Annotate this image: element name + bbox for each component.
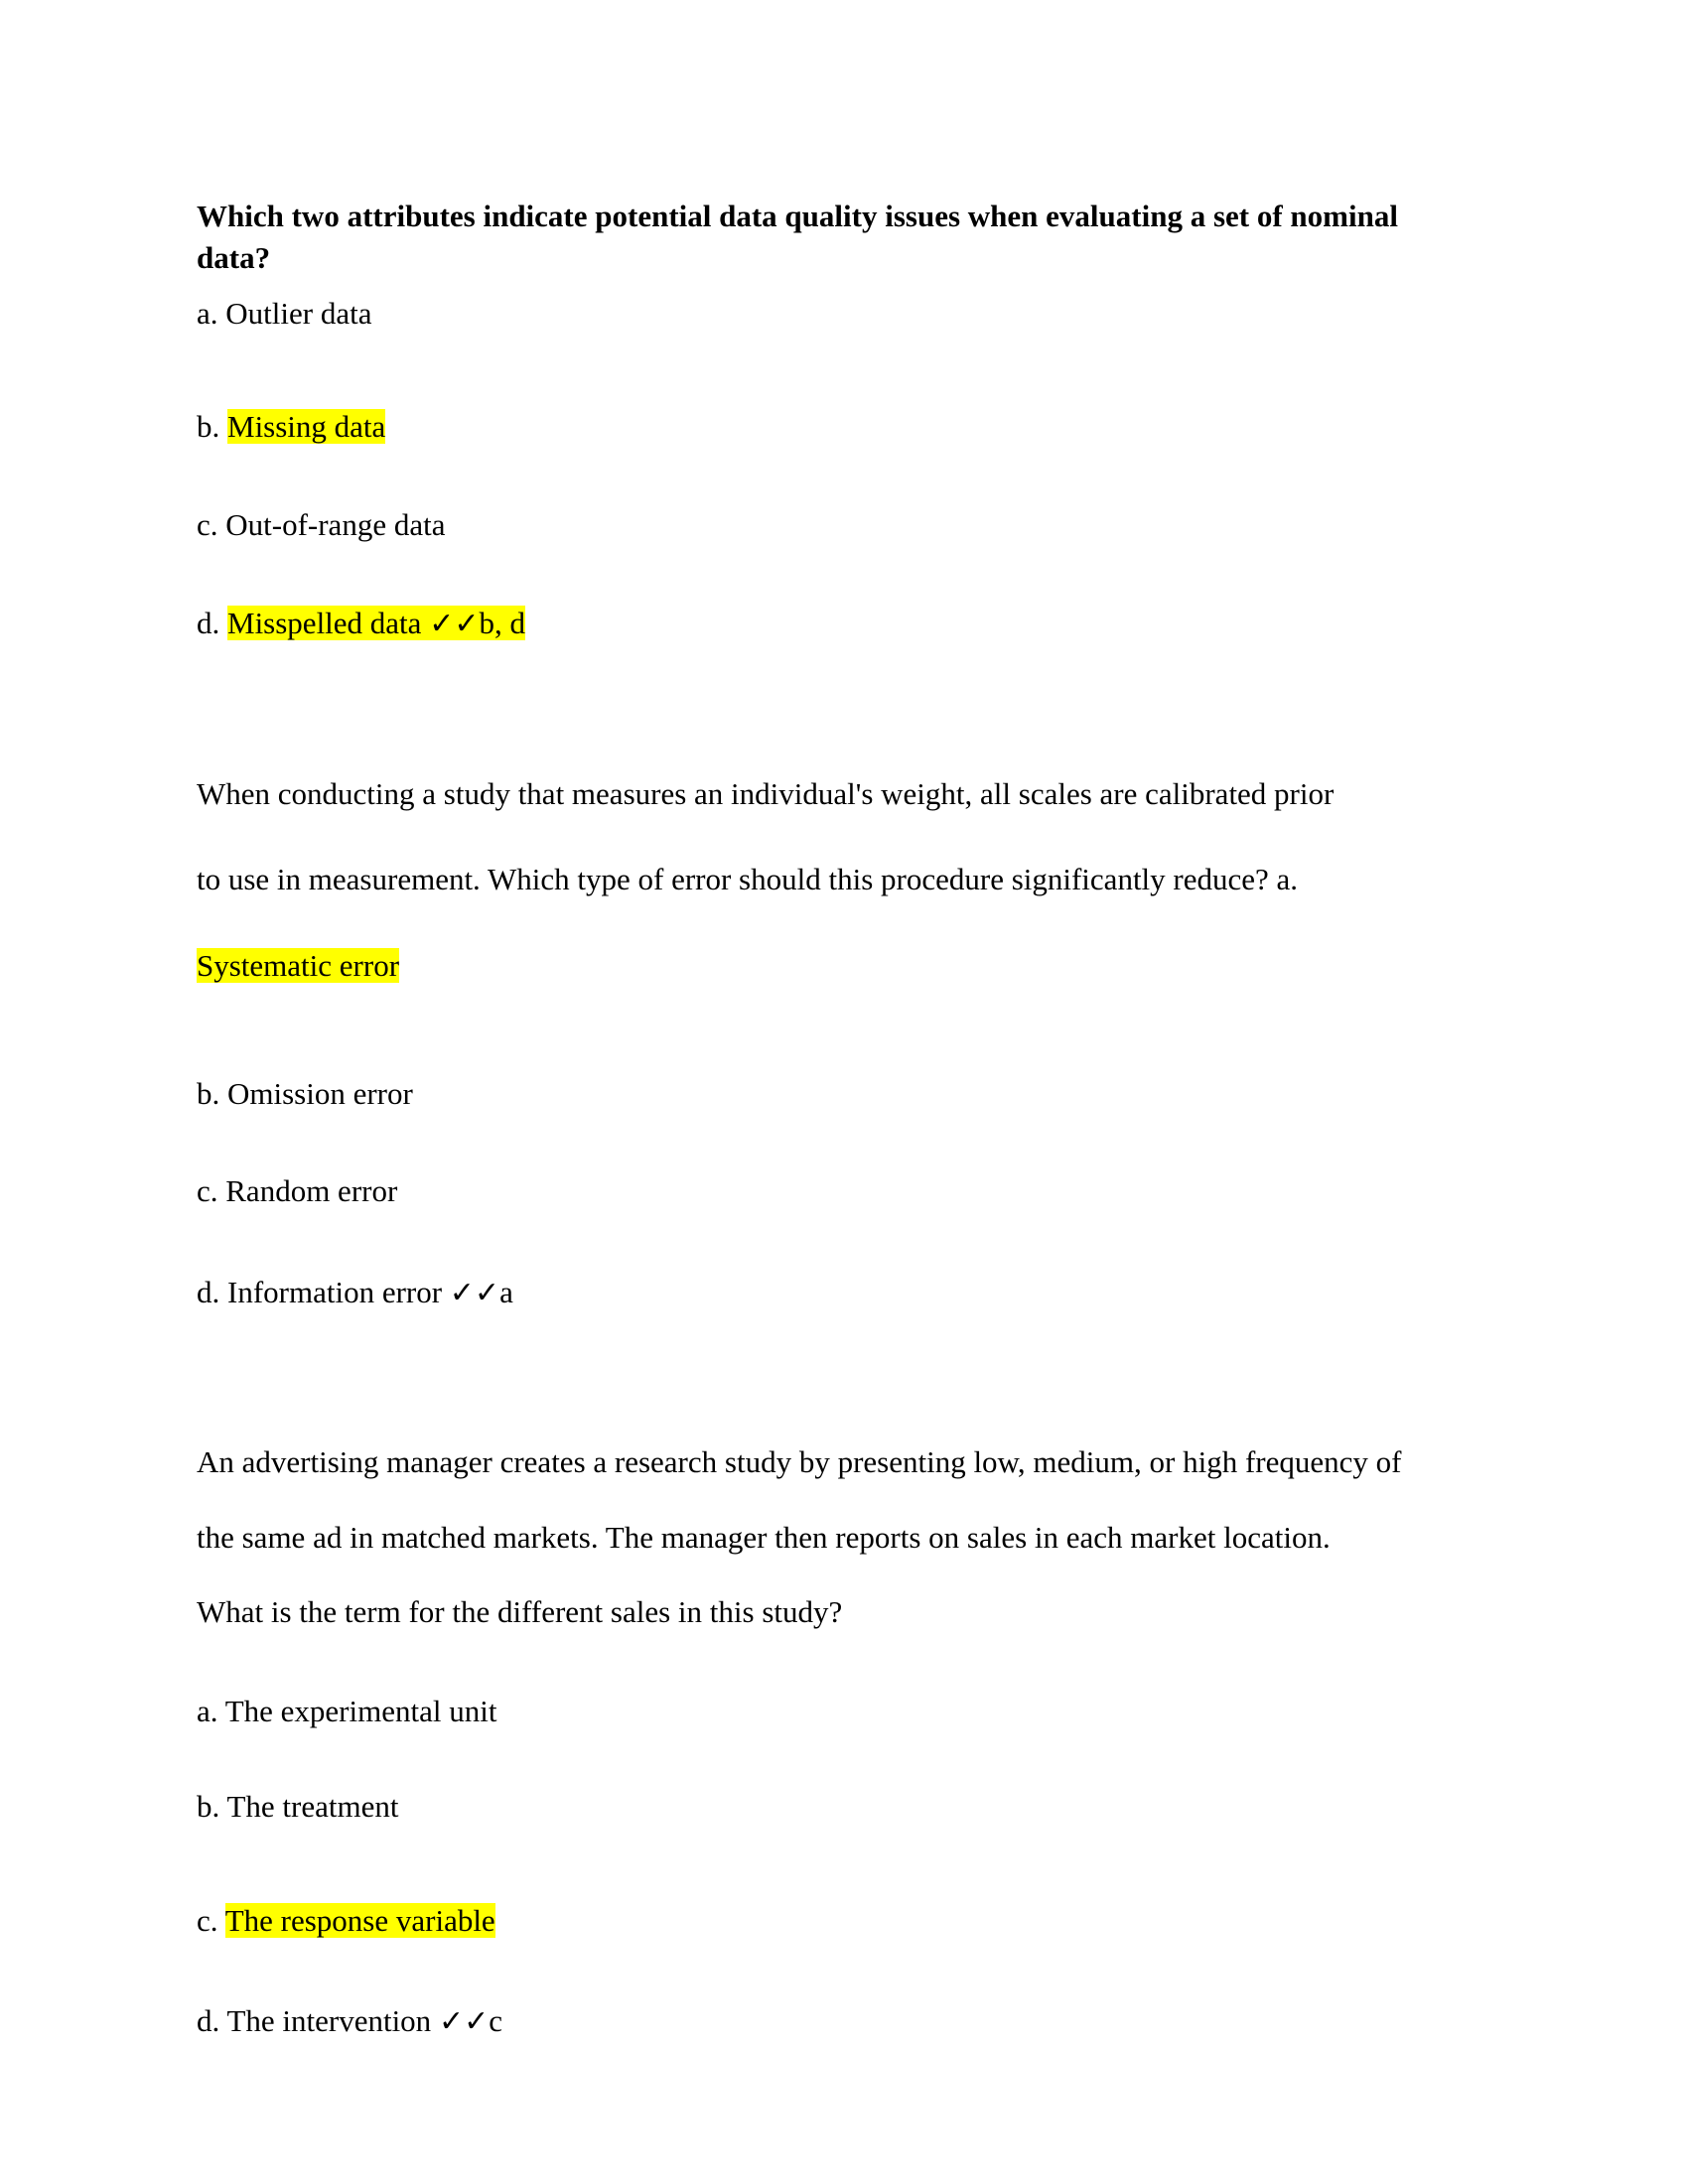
q3-option-c-text: The response variable <box>224 1903 495 1938</box>
q3-option-d <box>197 2001 502 2042</box>
q2-question-line2: to use in measurement. Which type of error should this procedure significantly reduce? a. <box>197 862 1299 896</box>
q1-option-a-prefix: a. <box>197 296 226 331</box>
q1-option-a-text: Outlier data <box>225 296 372 331</box>
q3-option-b: b. The treatment <box>197 1789 399 1824</box>
q2-option-a-text: Systematic error <box>197 948 400 983</box>
q1-answer: b, d <box>479 606 525 640</box>
q2-option-c: c. Random error <box>197 1173 398 1208</box>
q1-question-line2: data? <box>197 240 271 275</box>
q1-option-d-highlight <box>227 606 525 640</box>
q3-option-c-prefix: c. <box>197 1903 225 1938</box>
q1-option-b-prefix: b. <box>197 409 227 444</box>
q1-question-line1: Which two attributes indicate potential data quality issues when evaluating a set of nominal <box>197 199 1398 233</box>
q1-option-c <box>197 505 445 545</box>
q2-option-d <box>197 1273 513 1313</box>
double-check-icon: ✓✓ <box>449 1276 500 1310</box>
q3-question-line3: What is the term for the different sales in this study? <box>197 1594 843 1629</box>
q2-question-line1: When conducting a study that measures an individual's weight, all scales are calibrated prior <box>197 776 1335 811</box>
q3-option-d-text: d. The intervention <box>197 2003 439 2038</box>
q1-option-d-prefix: d. <box>197 606 227 640</box>
q1-option-d <box>197 604 525 644</box>
q1-option-a <box>197 294 371 334</box>
q3-answer: c <box>489 2003 502 2038</box>
q1-option-b <box>197 407 385 447</box>
q1-option-c-text: Out-of-range data <box>225 507 446 542</box>
q2-option-b: b. Omission error <box>197 1076 413 1111</box>
double-check-icon: ✓✓ <box>429 607 480 641</box>
q1-option-d-text: Misspelled data <box>227 606 430 640</box>
q3-question-line2: the same ad in matched markets. The manager then reports on sales in each market location. <box>197 1520 1331 1555</box>
q2-option-a <box>197 946 399 986</box>
q1-option-c-prefix: c. <box>197 507 226 542</box>
q3-question-line1: An advertising manager creates a research study by presenting low, medium, or high frequency of <box>197 1444 1402 1479</box>
q3-option-c <box>197 1901 495 1941</box>
q3-option-a: a. The experimental unit <box>197 1694 497 1728</box>
q2-option-d-text: d. Information error <box>197 1275 450 1309</box>
q1-option-b-text: Missing data <box>227 409 386 444</box>
double-check-icon: ✓✓ <box>438 2004 490 2039</box>
q2-answer: a <box>499 1275 513 1309</box>
